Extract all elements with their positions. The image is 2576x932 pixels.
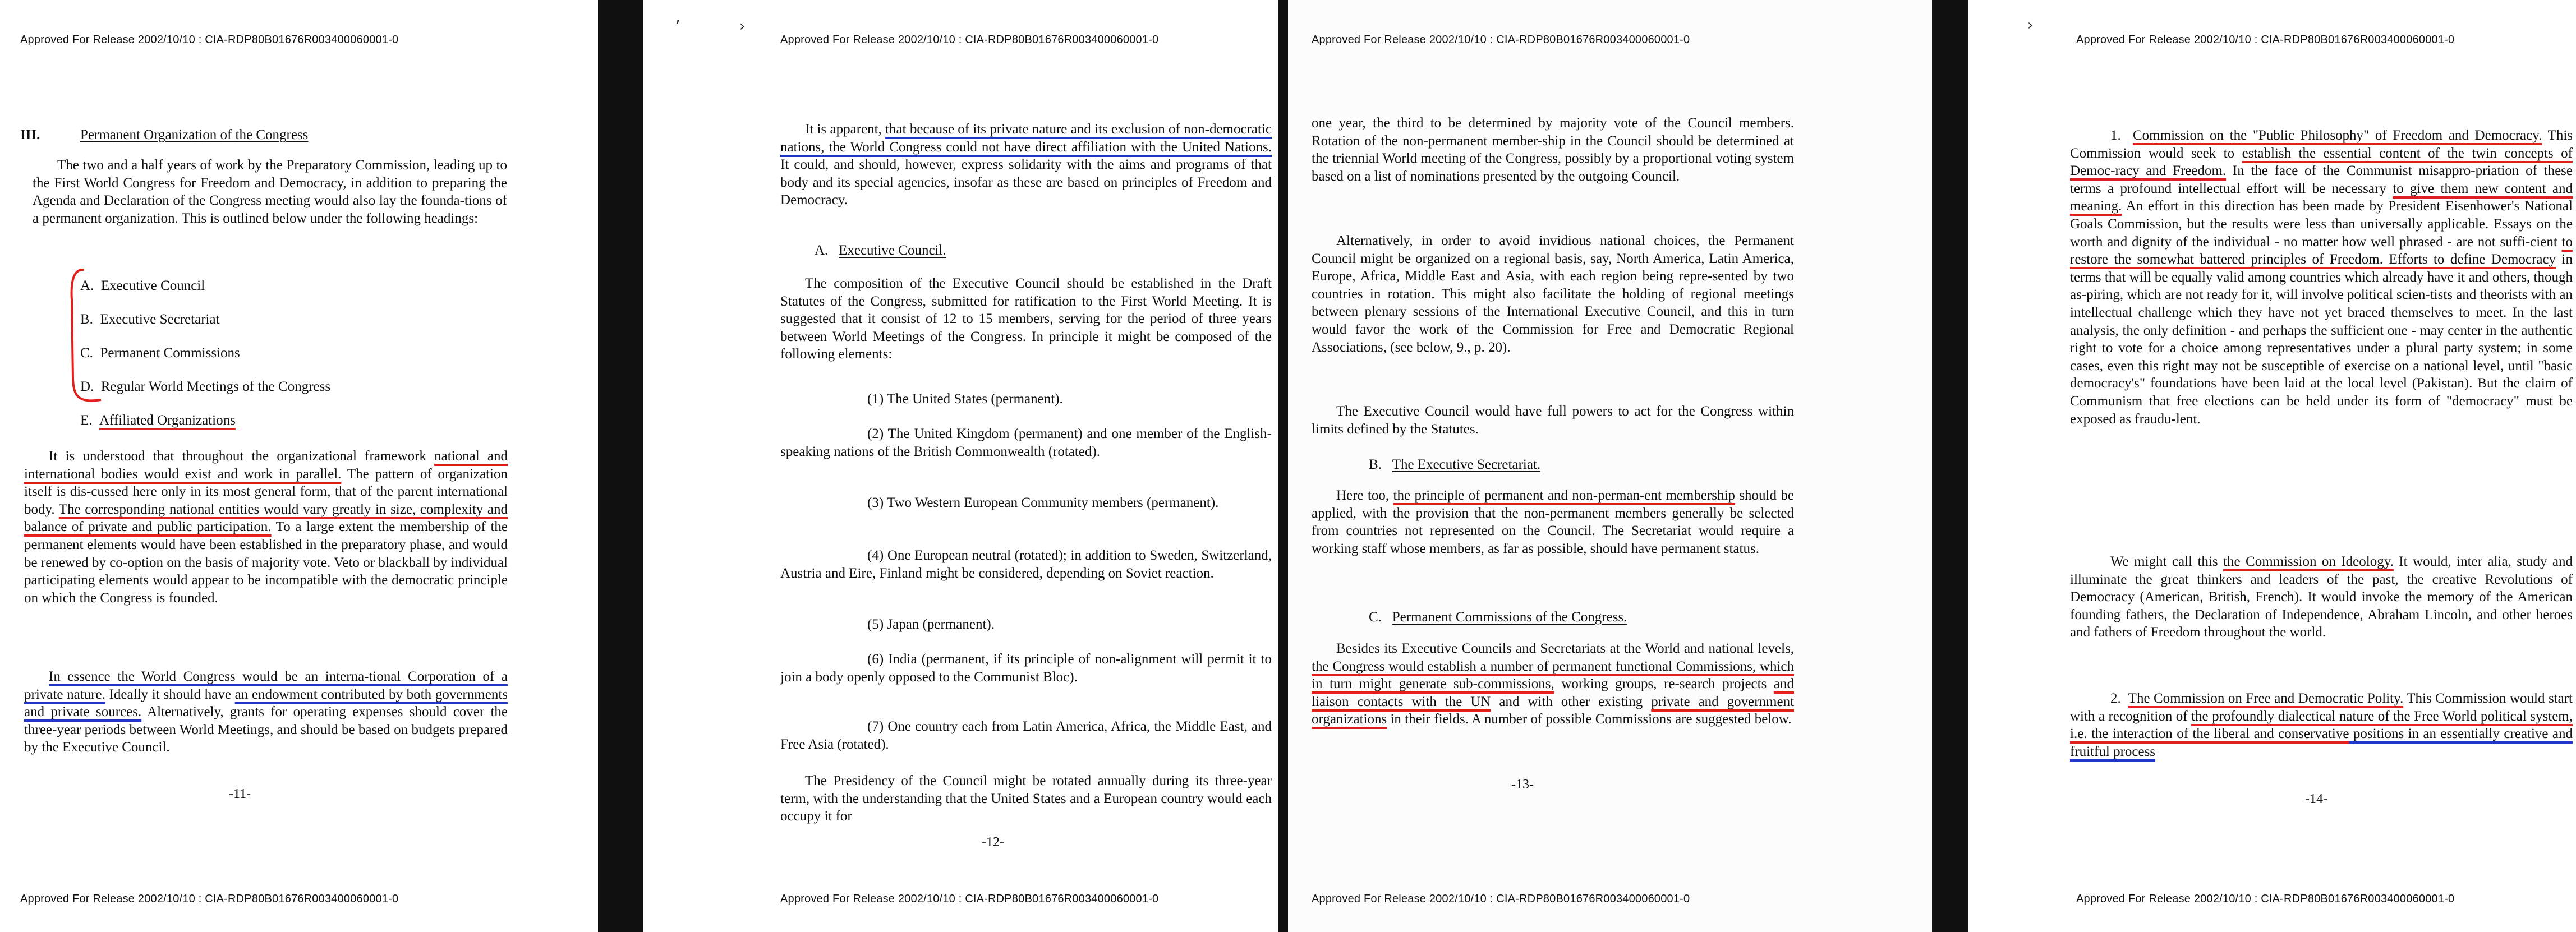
paragraph-polity: 2. The Commission on Free and Democratic Polity. This Commission would start with a recognition of the profoundly dialectical nature of the Free World political system, i.e. the interaction of the liberal and conservative positions in an essentially creative and fruitful process bbox=[2070, 691, 2573, 759]
scan-mark: ʼ bbox=[675, 18, 680, 35]
intro-paragraph: The two and a half years of work by the Preparatory Commission, leading up to the First World Congress for Freedom and Democracy, in addition to preparing the Agenda and Declaration of the Congress meeting would also lay the founda-tions of a permanent organization. This is outlined below under the following headings: bbox=[33, 158, 507, 226]
paragraph-rotation: one year, the third to be determined by majority vote of the Council members. Rotation of the non-permanent member-ship in the Council should be determined at the triennial World meeting of the Congress, possibly by a proportional voting system based on a list of nominations presented by the outgoing Council. bbox=[1312, 116, 1794, 184]
release-footer: Approved For Release 2002/10/10 : CIA-RDP80B01676R003400060001-0 bbox=[1312, 893, 1690, 905]
document-page-11 bbox=[0, 0, 598, 932]
release-footer: Approved For Release 2002/10/10 : CIA-RDP80B01676R003400060001-0 bbox=[780, 893, 1159, 905]
paragraph-framework: It is understood that throughout the organizational framework national and international bodies would exist and work in parallel. The pattern of organization itself is dis-cussed here only in its most general form, that of the parent international body. The corresponding national entities would vary greatly in size, complexity and balance of private and public participation. To a large extent the membership of the permanent elements would have been established in the preparatory phase, and would be renewed by co-option on the basis of majority vote. Veto or blackball by individual participating elements would appear to be incompatible with the democratic principle on which the Congress is founded. bbox=[24, 449, 508, 606]
list-item: (5) Japan (permanent). bbox=[867, 617, 995, 632]
list-item: D. Regular World Meetings of the Congress bbox=[80, 379, 331, 394]
paragraph-regional: Alternatively, in order to avoid invidious national choices, the Permanent Council might be organized on a regional basis, say, North America, Latin America, Europe, Africa, Middle East and Asia, with each region being repre-sented by two countries in rotation. This might also facilitate the holding of regional meetings between plenary sessions of the International Executive Council, and this in turn would favor the work of the Commission for Free and Democratic Regional Associations, (see below, 9., p. 20). bbox=[1312, 233, 1794, 355]
list-item: (3) Two Western European Community members (permanent). bbox=[867, 495, 1219, 510]
list-item: B. Executive Secretariat bbox=[80, 312, 220, 327]
list-item: E. Affiliated Organizations bbox=[80, 413, 236, 428]
paragraph-affiliation: It is apparent, that because of its private nature and its exclusion of non-democratic nations, the World Congress could not have direct affiliation with the United Nations. It could, and should, however, express solidarity with the aims and programs of that body and its special agencies, insofar as these are based on principles of Freedom and Democracy. bbox=[780, 122, 1272, 208]
document-page-13 bbox=[1288, 0, 1932, 932]
scan-mark: › bbox=[2027, 17, 2034, 34]
page-number: -11- bbox=[229, 787, 251, 801]
list-item: (4) One European neutral (rotated); in addition to Sweden, Switzerland, Austria and Eire, Finland might be considered, depending on Soviet reaction. bbox=[780, 548, 1272, 581]
list-item: (7) One country each from Latin America, Africa, the Middle East, and Free Asia (rotated). bbox=[780, 719, 1272, 752]
subsection-heading: A. Executive Council. bbox=[815, 243, 946, 258]
paragraph-public-philosophy: 1. Commission on the "Public Philosophy" of Freedom and Democracy. This Commission would seek to establish the essential content of the twin concepts of Democ-racy and Freedom. In the face of the Communist misappro-priation of these terms a profound intellectual effort will be necessary to give them new content and meaning. An effort in this direction has been made by President Eisenhower's National Goals Commission, but the results were less than universally applicable. Essays on the worth and dignity of the individual - no matter how well phrased - are not suffi-cient to restore the somewhat battered principles of Freedom. Efforts to define Democracy in terms that will be equally valid among countries which already have it and others, though as-piring, which are not ready for it, will involve political scien-tists and theorists with an intellectual challenge which they have not yet braced themselves to meet. In the last analysis, the only definition - and perhaps the sufficient one - may center in the authentic right to vote for a choice among representatives under a plural party system; in some cases, even this right may not be susceptible of exercise on a national level, until "basic democracy's" foundations have been laid at the local level (Pakistan). But the claim of Communism that free elections can be held under its form of "democracy" must be exposed as fraudu-lent. bbox=[2070, 128, 2573, 427]
document-page-14 bbox=[1968, 0, 2576, 932]
release-header: Approved For Release 2002/10/10 : CIA-RDP80B01676R003400060001-0 bbox=[1312, 34, 1690, 46]
subsection-heading: B. The Executive Secretariat. bbox=[1369, 457, 1541, 472]
paragraph-ideology: We might call this the Commission on Ideology. It would, inter alia, study and illuminate the great thinkers and leaders of the past, the creative Revolutions of Democracy (American, British, French). It would invoke the memory of the American founding fathers, the Declaration of Independence, Abraham Lincoln, and other heroes and fathers of Freedom throughout the world. bbox=[2070, 554, 2573, 640]
paragraph-powers: The Executive Council would have full powers to act for the Congress within limits defined by the Statutes. bbox=[1312, 404, 1794, 437]
release-footer: Approved For Release 2002/10/10 : CIA-RDP80B01676R003400060001-0 bbox=[2076, 893, 2455, 905]
section-number: III. bbox=[20, 127, 40, 142]
subsection-heading: C. Permanent Commissions of the Congress. bbox=[1369, 610, 1627, 625]
section-title: Permanent Organization of the Congress bbox=[80, 127, 309, 142]
page-number: -13- bbox=[1511, 777, 1534, 792]
list-item: (1) The United States (permanent). bbox=[867, 391, 1063, 407]
list-item: (2) The United Kingdom (permanent) and one member of the English-speaking nations of the British Commonwealth (rotated). bbox=[780, 426, 1272, 459]
page-number: -14- bbox=[2305, 792, 2327, 806]
scan-mark: › bbox=[739, 18, 746, 35]
document-page-12 bbox=[643, 0, 1278, 932]
release-header: Approved For Release 2002/10/10 : CIA-RDP80B01676R003400060001-0 bbox=[780, 34, 1159, 46]
release-header: Approved For Release 2002/10/10 : CIA-RDP80B01676R003400060001-0 bbox=[2076, 34, 2455, 46]
page-number: -12- bbox=[982, 835, 1004, 850]
paragraph-commissions: Besides its Executive Councils and Secretariats at the World and national levels, the Congress would establish a number of permanent functional Commissions, which in turn might generate sub-commissions, working groups, re-search projects and liaison contacts with the UN and with other existing private and government organizations in their fields. A number of possible Commissions are suggested below. bbox=[1312, 641, 1795, 727]
paragraph-secretariat: Here too, the principle of permanent and non-perman-ent membership should be applied, with the provision that the non-permanent members generally be selected from countries not represented on the Council. The Secretariat would require a working staff whose members, as far as possible, should have permanent status. bbox=[1312, 488, 1794, 556]
list-item: A. Executive Council bbox=[80, 278, 205, 293]
paragraph-essence: In essence the World Congress would be an interna-tional Corporation of a private nature. Ideally it should have an endowment contributed by both governments and private sources. Alternatively, grants for operating expenses should cover the three-year periods between World Meetings, and should be based on budgets prepared by the Executive Council. bbox=[24, 669, 508, 755]
paragraph-composition: The composition of the Executive Council should be established in the Draft Statutes of the Congress, submitted for ratification to the First World Meeting. It is suggested that it consist of 12 to 15 members, serving for the period of three years between World Meetings of the Congress. In principle it might be composed of the following elements: bbox=[780, 276, 1272, 362]
release-header: Approved For Release 2002/10/10 : CIA-RDP80B01676R003400060001-0 bbox=[20, 34, 399, 46]
release-footer: Approved For Release 2002/10/10 : CIA-RDP80B01676R003400060001-0 bbox=[20, 893, 399, 905]
paragraph-presidency: The Presidency of the Council might be rotated annually during its three-year term, with the understanding that the United States and a European country would each occupy it for bbox=[780, 773, 1272, 824]
list-item: C. Permanent Commissions bbox=[80, 345, 240, 361]
list-item: (6) India (permanent, if its principle of non-alignment will permit it to join a body openly opposed to the Communist Bloc). bbox=[780, 652, 1272, 685]
